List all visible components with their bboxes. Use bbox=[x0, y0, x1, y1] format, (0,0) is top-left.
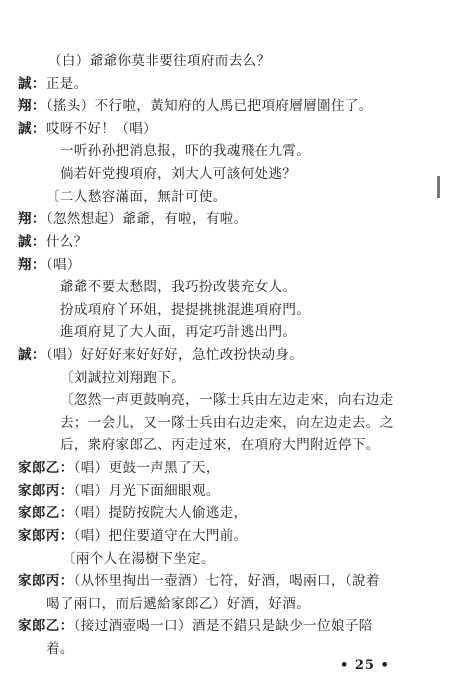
stage-direction: 去；一会儿，又一隊士兵由右边走來，向左边走去。之 bbox=[60, 415, 394, 431]
speaker-label: 誠： bbox=[18, 121, 46, 137]
stage-direction: 〔二人愁容滿面，無計可使。 bbox=[46, 189, 227, 205]
text-line: 家郎乙：（唱）更鼓一声黑了天， bbox=[18, 460, 220, 476]
verse-line: 扮成項府丫环姐，提提挑挑混進項府門。 bbox=[60, 302, 311, 318]
speaker-label: 翔： bbox=[18, 211, 46, 227]
text-line: （白）爺爺你莫非要往項府而去么？ bbox=[48, 53, 271, 69]
speaker-label: 家郎乙： bbox=[18, 505, 74, 521]
text-line: 誠：哎呀不好！（唱） bbox=[18, 121, 158, 137]
verse-line: 進項府見了大人面，再定巧計逃出門。 bbox=[60, 324, 297, 340]
text-line: 誠：什么？ bbox=[18, 234, 88, 250]
page-number: • 25 • bbox=[340, 658, 390, 673]
speaker-label: 家郎丙： bbox=[18, 573, 74, 589]
stage-direction: 〔忽然一声更鼓响亮，一隊士兵由左边走來，向右边走 bbox=[60, 392, 394, 408]
speaker-label: 誠： bbox=[18, 234, 46, 250]
continuation-line: 着。 bbox=[46, 641, 74, 657]
speaker-label: 誠： bbox=[18, 76, 46, 92]
text-line: 家郎丙：（唱）月光下面細眼观。 bbox=[18, 483, 220, 499]
speaker-label: 翔： bbox=[18, 98, 46, 114]
stage-direction: 〔刘誠拉刘翔跑下。 bbox=[60, 370, 186, 386]
speaker-label: 誠： bbox=[18, 347, 46, 363]
margin-mark bbox=[437, 176, 440, 198]
text-line: 誠：（唱）好好好来好好好，急忙改扮快动身。 bbox=[18, 347, 304, 363]
text-line: 誠：正是。 bbox=[18, 76, 88, 92]
text-line: 家郎乙：（唱）提防按院大人偷逃走， bbox=[18, 505, 248, 521]
speaker-label: 家郎丙： bbox=[18, 528, 74, 544]
speaker-label: 家郎丙： bbox=[18, 483, 74, 499]
speaker-label: 翔： bbox=[18, 257, 46, 273]
stage-direction: 〔兩个人在湯樹下坐定。 bbox=[62, 551, 215, 567]
stage-direction: 后，衆府家郎乙、丙走过來，在項府大門附近停下。 bbox=[60, 437, 380, 453]
continuation-line: 喝了兩口，而后遞給家郎乙）好酒，好酒。 bbox=[46, 596, 311, 612]
text-line: 家郎乙：（接过酒壺喝一口）酒是不錯只是缺少一位娘子陪 bbox=[18, 618, 373, 634]
text-line: 翔：（忽然想起）爺爺，有啦，有啦。 bbox=[18, 211, 248, 227]
text-line: 翔：（唱） bbox=[18, 257, 81, 273]
speaker-label: 家郎乙： bbox=[18, 460, 74, 476]
text-line: 翔：（搖头）不行啦，黃知府的人馬已把項府層層圍住了。 bbox=[18, 98, 373, 114]
verse-line: 爺爺不要太愁悶，我巧扮改裝充女人。 bbox=[60, 279, 297, 295]
text-line: 家郎丙：（从怀里掏出一壺酒）七符，好酒，喝兩口，（說着 bbox=[18, 573, 380, 589]
verse-line: 倘若奸党搜項府，刘大人可該何处逃？ bbox=[60, 166, 297, 182]
speaker-label: 家郎乙： bbox=[18, 618, 74, 634]
verse-line: 一听孙孙把消息报，吓的我魂飛在九霄。 bbox=[60, 143, 311, 159]
text-line: 家郎丙：（唱）把住要道守在大門前。 bbox=[18, 528, 248, 544]
